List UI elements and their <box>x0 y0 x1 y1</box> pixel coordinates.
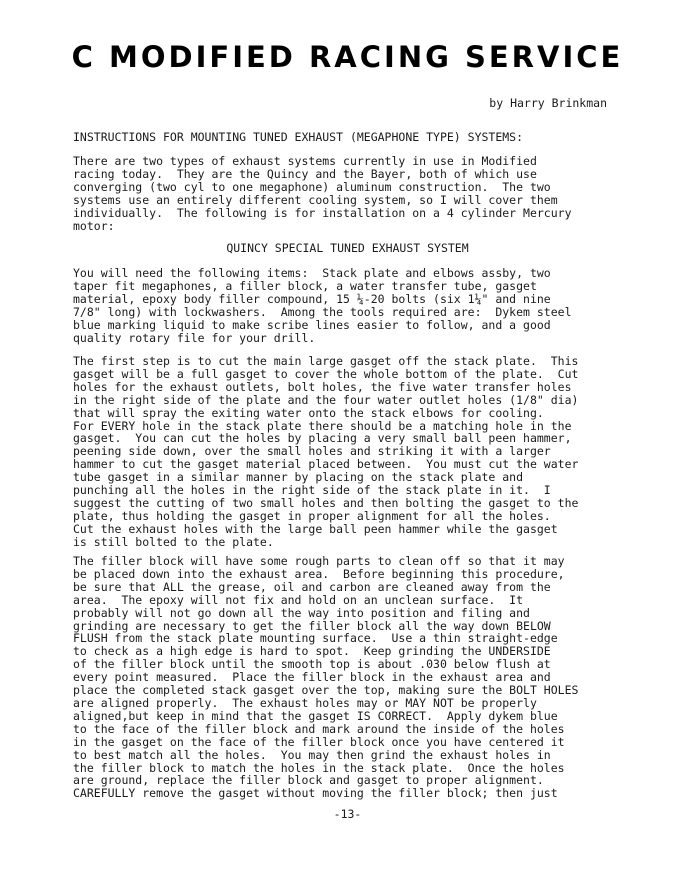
text-line: aligned,but keep in mind that the gasget IS CORRECT. Apply dykem blue <box>73 708 558 723</box>
paragraph-intro <box>73 155 633 232</box>
text-line: place the completed stack gasget over the top, making sure the BOLT HOLES <box>73 683 579 698</box>
text-line: every point measured. Place the filler block in the exhaust area and <box>73 670 551 685</box>
text-line: The filler block will have some rough parts to clean off so that it may <box>73 554 565 568</box>
text-line: be placed down into the exhaust area. Before beginning this procedure, <box>73 566 565 581</box>
text-line: 7/8" long) with lockwashers. Among the tools required are: Dykem steel <box>73 304 572 319</box>
page-title: C MODIFIED RACING SERVICE <box>71 40 624 74</box>
author-byline: by Harry Brinkman <box>489 96 607 110</box>
section-subheading: QUINCY SPECIAL TUNED EXHAUST SYSTEM <box>226 241 469 255</box>
text-line: gasget. You can cut the holes by placing a very small ball peen hammer, <box>73 431 572 446</box>
text-line: are ground, replace the filler block and gasget to proper alignment. <box>73 773 544 788</box>
text-line: For EVERY hole in the stack plate there should be a matching hole in the <box>73 418 572 433</box>
text-line: to the face of the filler block and mark around the inside of the holes <box>73 721 565 736</box>
text-line: holes for the exhaust outlets, bolt holes, the five water transfer holes <box>73 379 572 394</box>
text-line: in the right side of the plate and the four water outlet holes (1/8" dia) <box>73 392 579 407</box>
text-line: individually. The following is for installation on a 4 cylinder Mercury <box>73 205 572 220</box>
paragraph-items-needed <box>73 267 633 344</box>
section-heading: INSTRUCTIONS FOR MOUNTING TUNED EXHAUST (MEGAPHONE TYPE) SYSTEMS: <box>73 130 524 144</box>
text-line: are aligned properly. The exhaust holes may or MAY NOT be properly <box>73 695 537 710</box>
text-line: systems use an entirely different cooling system, so I will cover them <box>73 192 558 207</box>
text-line: There are two types of exhaust systems currently in use in Modified <box>73 154 537 168</box>
text-line: blue marking liquid to make scribe lines easier to follow, and a good <box>73 317 551 332</box>
text-line: taper fit megaphones, a filler block, a water transfer tube, gasget <box>73 278 537 293</box>
paragraph-gasget-cutting <box>73 355 633 549</box>
text-line: to best match all the holes. You may then grind the exhaust holes in <box>73 747 551 762</box>
text-line: motor: <box>73 218 115 233</box>
text-line: quality rotary file for your drill. <box>73 330 316 345</box>
text-line: converging (two cyl to one megaphone) aluminum construction. The two <box>73 179 551 194</box>
text-line: plate, thus holding the gasget in proper alignment for all the holes. <box>73 508 551 523</box>
text-line: You will need the following items: Stack plate and elbows assby, two <box>73 266 551 280</box>
text-line: gasget will be a full gasget to cover the whole bottom of the plate. Cut <box>73 366 579 381</box>
text-line: racing today. They are the Quincy and the Bayer, both of which use <box>73 166 537 181</box>
page-number: -13- <box>333 807 362 821</box>
paragraph-filler-block <box>73 555 633 800</box>
text-line: be sure that ALL the grease, oil and carbon are cleaned away from the <box>73 579 551 594</box>
text-line: peening side down, over the small holes and striking it with a larger <box>73 444 551 459</box>
text-line: material, epoxy body filler compound, 15 ¼-20 bolts (six 1¼" and nine <box>73 291 551 306</box>
text-line: tube gasget in a similar manner by placing on the stack plate and <box>73 470 524 485</box>
text-line: grinding are necessary to get the filler block all the way down BELOW <box>73 618 551 633</box>
text-line: CAREFULLY remove the gasget without moving the filler block; then just <box>73 786 558 801</box>
text-line: of the filler block until the smooth top is about .030 below flush at <box>73 657 551 672</box>
text-line: FLUSH from the stack plate mounting surface. Use a thin straight-edge <box>73 631 558 646</box>
text-line: in the gasget on the face of the filler block once you have centered it <box>73 734 565 749</box>
text-line: probably will not go down all the way into position and filing and <box>73 605 530 620</box>
text-line: The first step is to cut the main large gasget off the stack plate. This <box>73 354 579 368</box>
text-line: the filler block to match the holes in the stack plate. Once the holes <box>73 760 565 775</box>
text-line: punching all the holes in the right side of the stack plate in it. I <box>73 483 551 498</box>
text-line: area. The epoxy will not fix and hold on an unclean surface. It <box>73 592 524 607</box>
text-line: Cut the exhaust holes with the large ball peen hammer while the gasget <box>73 521 558 536</box>
text-line: to check as a high edge is hard to spot. Keep grinding the UNDERSIDE <box>73 644 551 659</box>
text-line: suggest the cutting of two small holes and then bolting the gasget to the <box>73 495 579 510</box>
text-line: hammer to cut the gasget material placed between. You must cut the water <box>73 457 579 472</box>
text-line: that will spray the exiting water onto the stack elbows for cooling. <box>73 405 544 420</box>
text-line: is still bolted to the plate. <box>73 534 274 549</box>
